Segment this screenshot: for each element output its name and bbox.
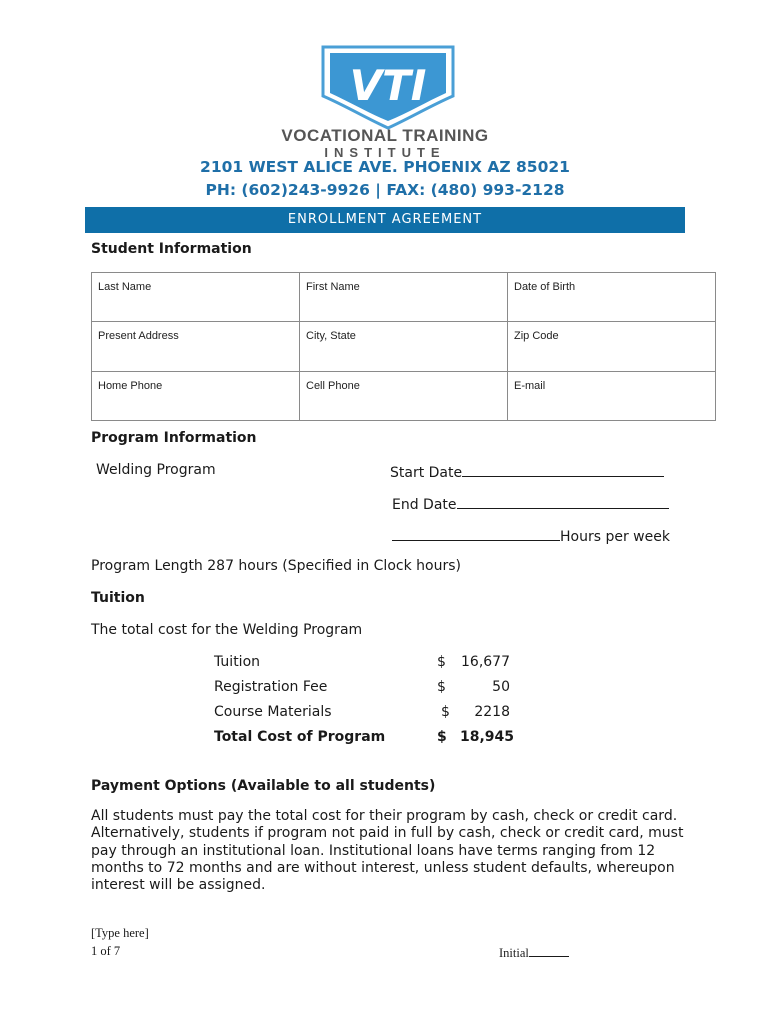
end-date-input[interactable] — [457, 494, 669, 509]
start-date-label: Start Date — [390, 465, 463, 481]
logo-text: VTI — [349, 61, 427, 110]
payment-options-text: All students must pay the total cost for their program by cash, check or credit card. Alternatively, students if program not paid in full by cash, check or credit card, must pay through an institutional loan. Institutional loans have terms ranging from 12 months to 72 months and are without interest, unless student defaults, whereupon interest will be assigned. — [91, 808, 684, 894]
cell-phone-field[interactable]: Cell Phone — [300, 371, 508, 420]
initial-input[interactable] — [529, 944, 569, 957]
start-date-input[interactable] — [462, 462, 664, 477]
course-materials-label: Course Materials — [214, 704, 332, 720]
program-info-title: Program Information — [91, 430, 257, 446]
phone-fax: PH: (602)243-9926 | FAX: (480) 993-2128 — [205, 181, 565, 199]
org-name-line2: INSTITUTE — [324, 145, 446, 160]
type-here-placeholder[interactable]: [Type here] — [91, 926, 149, 940]
registration-fee-amount: 50 — [492, 679, 510, 695]
enrollment-banner: ENROLLMENT AGREEMENT — [85, 207, 685, 233]
program-length: Program Length 287 hours (Specified in Clock hours) — [91, 558, 461, 574]
page-number: 1 of 7 — [91, 944, 121, 958]
hours-per-week-input[interactable] — [392, 526, 560, 541]
registration-fee-currency: $ — [437, 679, 446, 695]
payment-options-title: Payment Options (Available to all students) — [91, 778, 436, 794]
home-phone-field[interactable]: Home Phone — [92, 371, 300, 420]
total-cost-currency: $ — [437, 729, 447, 745]
initial-label: Initial — [499, 946, 529, 960]
vti-logo — [320, 44, 456, 130]
tuition-intro: The total cost for the Welding Program — [91, 622, 363, 638]
end-date-label: End Date — [392, 497, 457, 513]
table-row — [92, 273, 716, 322]
present-address-field[interactable]: Present Address — [92, 322, 300, 371]
zip-code-field[interactable]: Zip Code — [508, 322, 716, 371]
total-cost-amount: 18,945 — [459, 729, 514, 745]
student-info-title: Student Information — [91, 241, 252, 257]
date-of-birth-field[interactable]: Date of Birth — [508, 273, 716, 322]
hours-per-week-line — [392, 526, 670, 545]
end-date-line — [392, 494, 669, 513]
org-name-line1: VOCATIONAL TRAINING — [281, 126, 489, 145]
table-row — [92, 322, 716, 371]
city-state-field[interactable]: City, State — [300, 322, 508, 371]
student-info-table — [91, 272, 716, 421]
hours-per-week-label: Hours per week — [560, 529, 670, 545]
registration-fee-label: Registration Fee — [214, 679, 328, 695]
address: 2101 WEST ALICE AVE. PHOENIX AZ 85021 — [200, 158, 570, 176]
initial-line — [499, 944, 569, 961]
tuition-currency: $ — [437, 654, 446, 670]
tuition-label: Tuition — [214, 654, 261, 670]
first-name-field[interactable]: First Name — [300, 273, 508, 322]
course-materials-amount: 2218 — [474, 704, 510, 720]
tuition-amount: 16,677 — [461, 654, 510, 670]
course-materials-currency: $ — [441, 704, 450, 720]
program-name: Welding Program — [96, 462, 216, 478]
email-field[interactable]: E-mail — [508, 371, 716, 420]
last-name-field[interactable]: Last Name — [92, 273, 300, 322]
table-row — [92, 371, 716, 420]
tuition-title: Tuition — [91, 590, 145, 606]
start-date-line — [390, 462, 664, 481]
total-cost-label: Total Cost of Program — [214, 729, 386, 745]
